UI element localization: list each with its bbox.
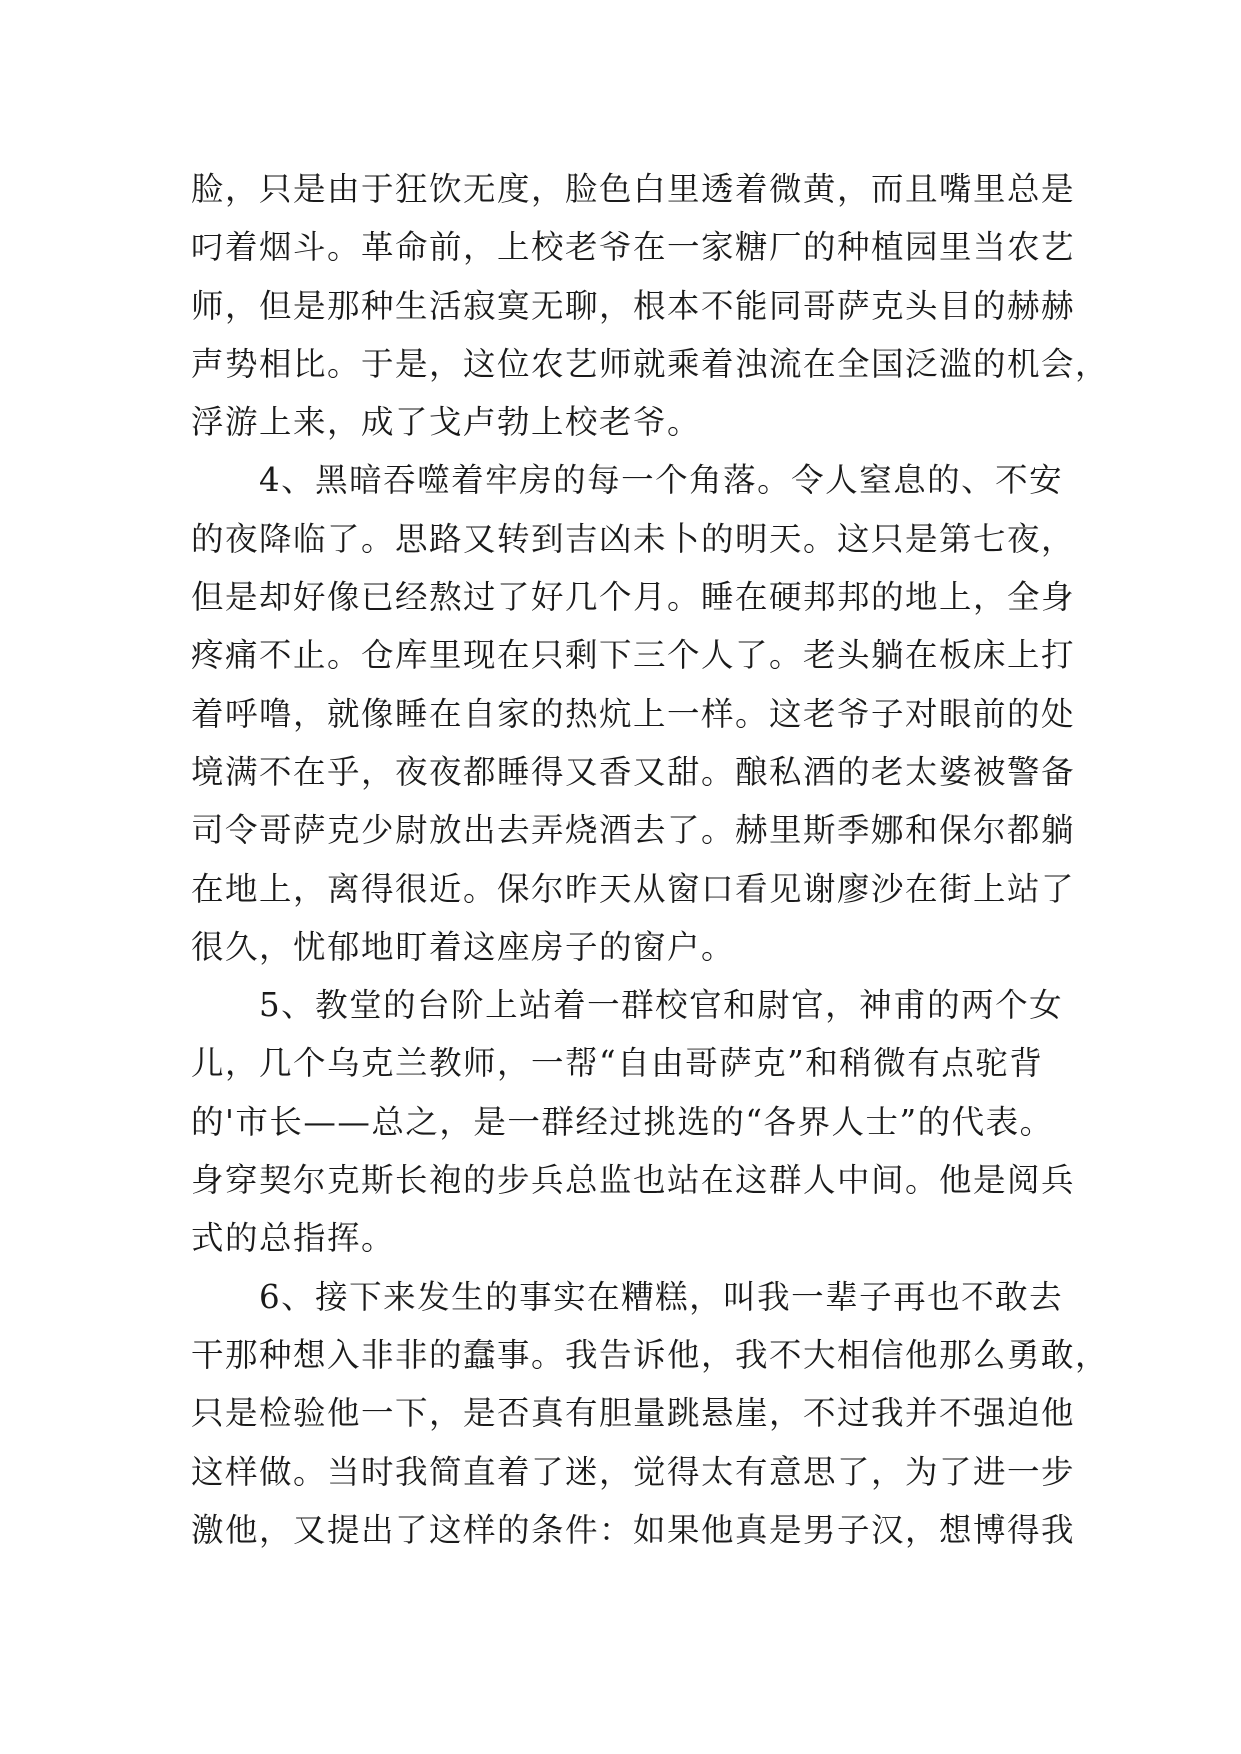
paragraph-6-start: 6、接下来发生的事实在糟糕，叫我一辈子再也不敢去 — [191, 1277, 1064, 1316]
text-line: 叼着烟斗。革命前，上校老爷在一家糖厂的种植园里当农艺 — [191, 228, 1076, 267]
text-line: 激他，又提出了这样的条件：如果他真是男子汉，想博得我 — [191, 1510, 1076, 1549]
text-line: 浮游上来，成了戈卢勃上校老爷。 — [191, 403, 702, 442]
text-line: 干那种想入非非的蠢事。我告诉他，我不大相信他那么勇敢， — [191, 1335, 1110, 1374]
text-line: 的夜降临了。思路又转到吉凶未卜的明天。这只是第七夜， — [191, 519, 1076, 558]
text-line: 在地上，离得很近。保尔昨天从窗口看见谢廖沙在街上站了 — [191, 869, 1076, 908]
body-text — [191, 160, 1110, 1559]
text-line: 只是检验他一下，是否真有胆量跳悬崖，不过我并不强迫他 — [191, 1394, 1076, 1433]
text-line: 但是却好像已经熬过了好几个月。睡在硬邦邦的地上，全身 — [191, 578, 1076, 617]
text-line: 境满不在乎，夜夜都睡得又香又甜。酿私酒的老太婆被警备 — [191, 752, 1076, 791]
text-line: 式的总指挥。 — [191, 1219, 396, 1258]
paragraph-5-start: 5、教堂的台阶上站着一群校官和尉官，神甫的两个女 — [191, 986, 1064, 1025]
text-line: 很久，忧郁地盯着这座房子的窗户。 — [191, 927, 736, 966]
text-line: 的'市长——总之，是一群经过挑选的“各界人士”的代表。 — [191, 1102, 1054, 1141]
text-line: 脸，只是由于狂饮无度，脸色白里透着微黄，而且嘴里总是 — [191, 170, 1076, 208]
text-line: 身穿契尔克斯长袍的步兵总监也站在这群人中间。他是阅兵 — [191, 1161, 1076, 1200]
text-line: 疼痛不止。仓库里现在只剩下三个人了。老头躺在板床上打 — [191, 636, 1076, 675]
paragraph-4-start: 4、黑暗吞噬着牢房的每一个角落。令人窒息的、不安 — [191, 461, 1064, 500]
text-line: 声势相比。于是，这位农艺师就乘着浊流在全国泛滥的机会， — [191, 344, 1110, 383]
text-line: 儿，几个乌克兰教师，一帮“自由哥萨克”和稍微有点驼背 — [191, 1044, 1044, 1083]
text-line: 着呼噜，就像睡在自家的热炕上一样。这老爷子对眼前的处 — [191, 694, 1076, 733]
text-line: 这样做。当时我简直着了迷，觉得太有意思了，为了进一步 — [191, 1452, 1076, 1491]
text-line: 师，但是那种生活寂寞无聊，根本不能同哥萨克头目的赫赫 — [191, 286, 1076, 325]
text-line: 司令哥萨克少尉放出去弄烧酒去了。赫里斯季娜和保尔都躺 — [191, 811, 1076, 850]
